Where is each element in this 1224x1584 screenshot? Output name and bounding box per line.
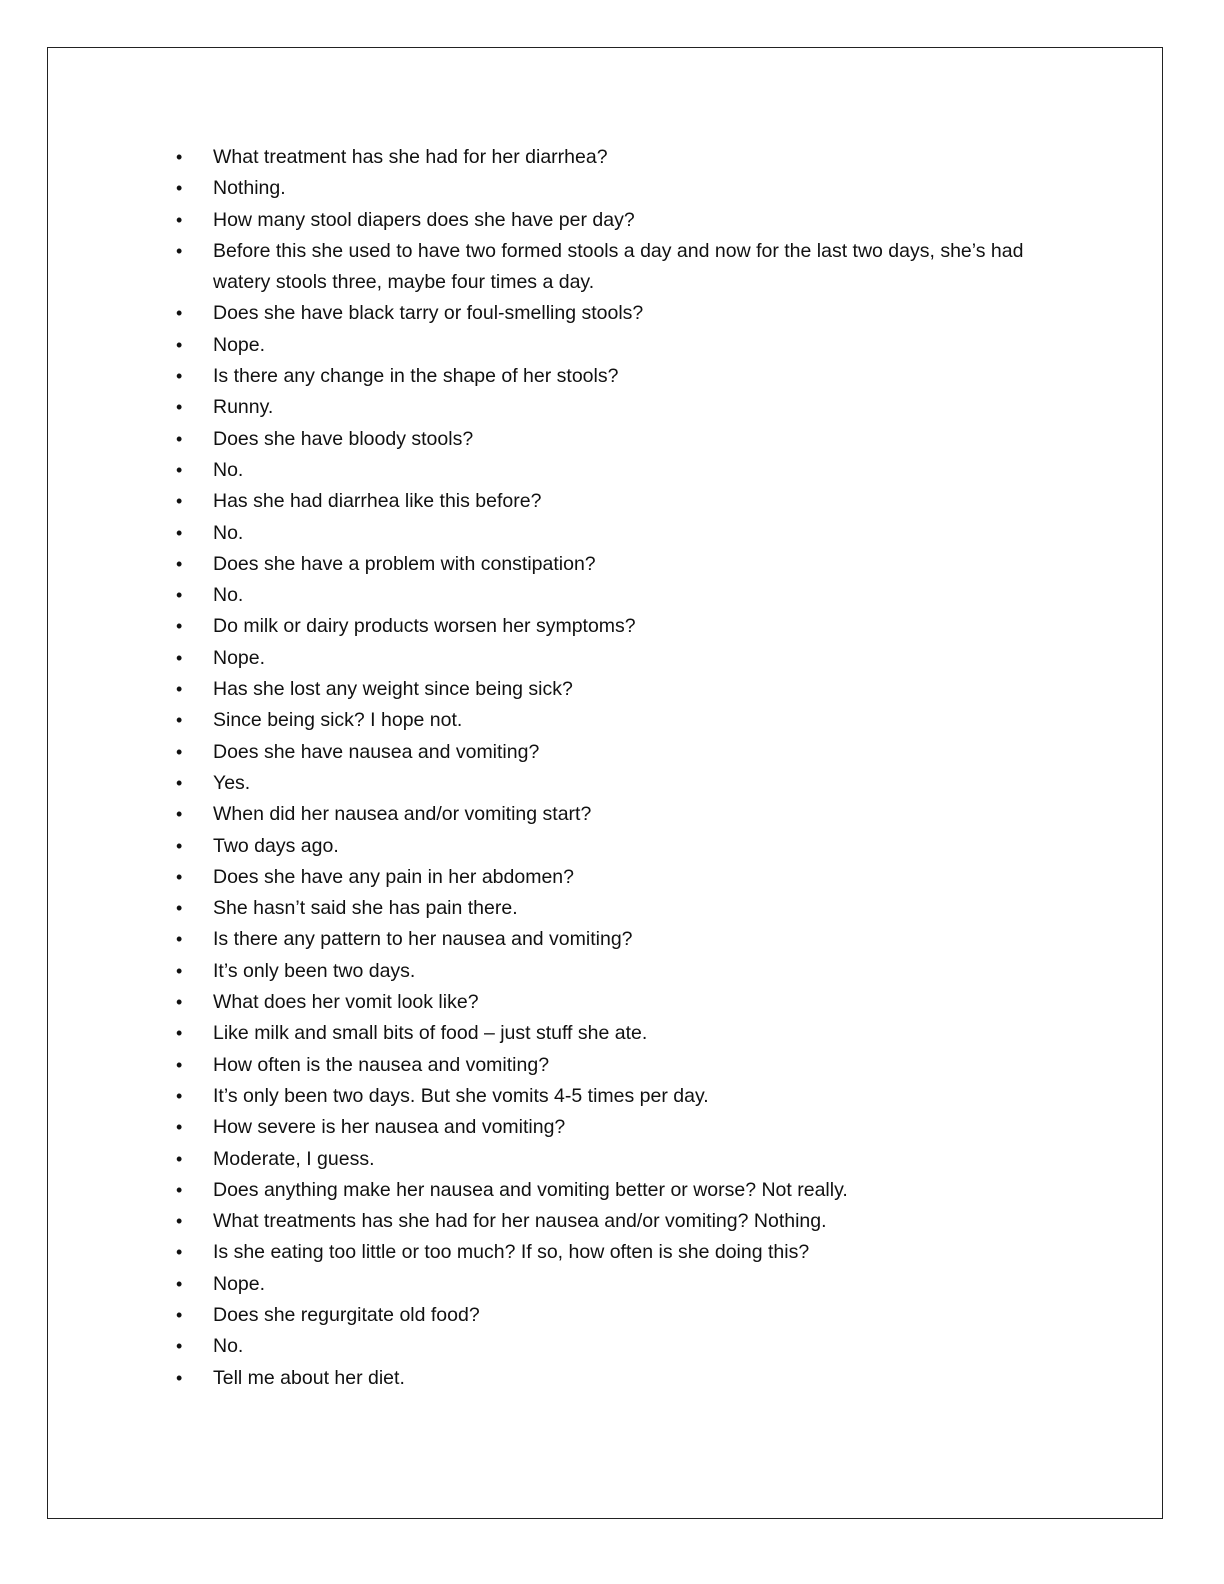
- bullet-icon: •: [176, 1211, 183, 1232]
- bullet-icon: •: [176, 710, 183, 731]
- qa-bullet-list: [0, 142, 1224, 1394]
- list-item: [0, 549, 1053, 580]
- bullet-icon: •: [176, 898, 183, 919]
- list-item: [0, 1175, 1053, 1206]
- list-item: [0, 987, 1053, 1018]
- list-item: [0, 893, 1053, 924]
- list-item: [0, 1300, 1053, 1331]
- list-item: [0, 1331, 1053, 1362]
- bullet-icon: •: [176, 1242, 183, 1263]
- bullet-icon: •: [176, 178, 183, 199]
- list-item-text: Does she regurgitate old food?: [213, 1303, 480, 1326]
- list-item: [0, 1112, 1053, 1143]
- list-item-text: Is there any change in the shape of her stools?: [213, 365, 619, 388]
- bullet-icon: •: [176, 553, 183, 574]
- list-item-text: Moderate, I guess.: [213, 1147, 375, 1170]
- list-item-text: Does she have any pain in her abdomen?: [213, 865, 574, 888]
- list-item: [0, 831, 1053, 862]
- list-item: [0, 173, 1053, 204]
- list-item: [0, 205, 1053, 236]
- list-item: [0, 518, 1053, 549]
- list-item-text: Does anything make her nausea and vomiting better or worse? Not really.: [213, 1178, 848, 1201]
- list-item: [0, 1018, 1053, 1049]
- list-item: [0, 956, 1053, 987]
- list-item: [0, 643, 1053, 674]
- bullet-icon: •: [176, 240, 183, 261]
- bullet-icon: •: [176, 1148, 183, 1169]
- list-item: [0, 674, 1053, 705]
- list-item-text: It’s only been two days. But she vomits 4-5 times per day.: [213, 1084, 709, 1107]
- list-item: [0, 486, 1053, 517]
- bullet-icon: •: [176, 366, 183, 387]
- list-item: [0, 424, 1053, 455]
- list-item-text: Does she have a problem with constipation?: [213, 552, 596, 575]
- bullet-icon: •: [176, 616, 183, 637]
- list-item: [0, 361, 1053, 392]
- list-item: [0, 142, 1053, 173]
- list-item-text: Is there any pattern to her nausea and vomiting?: [213, 928, 633, 951]
- bullet-icon: •: [176, 1117, 183, 1138]
- list-item-text: How severe is her nausea and vomiting?: [213, 1116, 566, 1139]
- bullet-icon: •: [176, 1023, 183, 1044]
- list-item-text: No.: [213, 458, 244, 481]
- list-item: [0, 1081, 1053, 1112]
- bullet-icon: •: [176, 804, 183, 825]
- bullet-icon: •: [176, 772, 183, 793]
- bullet-icon: •: [176, 1336, 183, 1357]
- bullet-icon: •: [176, 741, 183, 762]
- bullet-icon: •: [176, 835, 183, 856]
- list-item-text: Before this she used to have two formed stools a day and now for the last two days, she’s had watery stools three, maybe four times a day.: [213, 239, 1024, 294]
- list-item-text: What does her vomit look like?: [213, 991, 479, 1014]
- list-item-text: Nope.: [213, 333, 266, 356]
- list-item-text: Does she have nausea and vomiting?: [213, 740, 540, 763]
- bullet-icon: •: [176, 397, 183, 418]
- list-item-text: Has she lost any weight since being sick?: [213, 678, 573, 701]
- bullet-icon: •: [176, 1304, 183, 1325]
- list-item-text: How many stool diapers does she have per day?: [213, 208, 635, 231]
- list-item: [0, 705, 1053, 736]
- bullet-icon: •: [176, 647, 183, 668]
- list-item: [0, 924, 1053, 955]
- bullet-icon: •: [176, 866, 183, 887]
- bullet-icon: •: [176, 1085, 183, 1106]
- list-item-text: No.: [213, 521, 244, 544]
- list-item: [0, 1363, 1053, 1394]
- bullet-icon: •: [176, 491, 183, 512]
- list-item: [0, 298, 1053, 329]
- bullet-icon: •: [176, 428, 183, 449]
- list-item: [0, 737, 1053, 768]
- bullet-icon: •: [176, 303, 183, 324]
- bullet-icon: •: [176, 459, 183, 480]
- bullet-icon: •: [176, 522, 183, 543]
- list-item-text: Like milk and small bits of food – just stuff she ate.: [213, 1022, 648, 1045]
- list-item-text: Does she have bloody stools?: [213, 427, 474, 450]
- list-item-text: Is she eating too little or too much? If so, how often is she doing this?: [213, 1241, 810, 1264]
- list-item-text: When did her nausea and/or vomiting start?: [213, 803, 592, 826]
- bullet-icon: •: [176, 960, 183, 981]
- bullet-icon: •: [176, 1179, 183, 1200]
- list-item-text: Nope.: [213, 646, 266, 669]
- list-item-text: Since being sick? I hope not.: [213, 709, 463, 732]
- list-item-text: Two days ago.: [213, 834, 339, 857]
- bullet-icon: •: [176, 1054, 183, 1075]
- list-item-text: No.: [213, 1335, 244, 1358]
- list-item-text: Does she have black tarry or foul-smelling stools?: [213, 302, 644, 325]
- bullet-icon: •: [176, 679, 183, 700]
- bullet-icon: •: [176, 147, 183, 167]
- bullet-icon: •: [176, 1367, 183, 1388]
- list-item-text: Nothing.: [213, 177, 286, 200]
- bullet-icon: •: [176, 929, 183, 950]
- bullet-icon: •: [176, 1273, 183, 1294]
- list-item: [0, 236, 1053, 299]
- list-item: [0, 1237, 1053, 1268]
- list-item: [0, 611, 1053, 642]
- list-item: [0, 768, 1053, 799]
- bullet-icon: •: [176, 992, 183, 1013]
- list-item: [0, 330, 1053, 361]
- list-item-text: How often is the nausea and vomiting?: [213, 1053, 550, 1076]
- bullet-icon: •: [176, 209, 183, 230]
- list-item-text: Do milk or dairy products worsen her symptoms?: [213, 615, 636, 638]
- list-item-text: She hasn’t said she has pain there.: [213, 897, 518, 920]
- list-item: [0, 799, 1053, 830]
- list-item: [0, 580, 1053, 611]
- list-item: [0, 1144, 1053, 1175]
- list-item-text: It’s only been two days.: [213, 959, 416, 982]
- list-item: [0, 1050, 1053, 1081]
- list-item-text: Yes.: [213, 771, 251, 794]
- list-item-text: What treatment has she had for her diarrhea?: [213, 146, 608, 168]
- list-item: [0, 455, 1053, 486]
- bullet-icon: •: [176, 334, 183, 355]
- list-item-text: What treatments has she had for her nausea and/or vomiting? Nothing.: [213, 1210, 827, 1233]
- list-item-text: Has she had diarrhea like this before?: [213, 490, 542, 513]
- bullet-icon: •: [176, 585, 183, 606]
- list-item: [0, 862, 1053, 893]
- list-item-text: Runny.: [213, 396, 274, 419]
- list-item-text: Nope.: [213, 1272, 266, 1295]
- list-item-text: Tell me about her diet.: [213, 1366, 405, 1389]
- list-item: [0, 1269, 1053, 1300]
- list-item: [0, 1206, 1053, 1237]
- list-item: [0, 392, 1053, 423]
- list-item-text: No.: [213, 584, 244, 607]
